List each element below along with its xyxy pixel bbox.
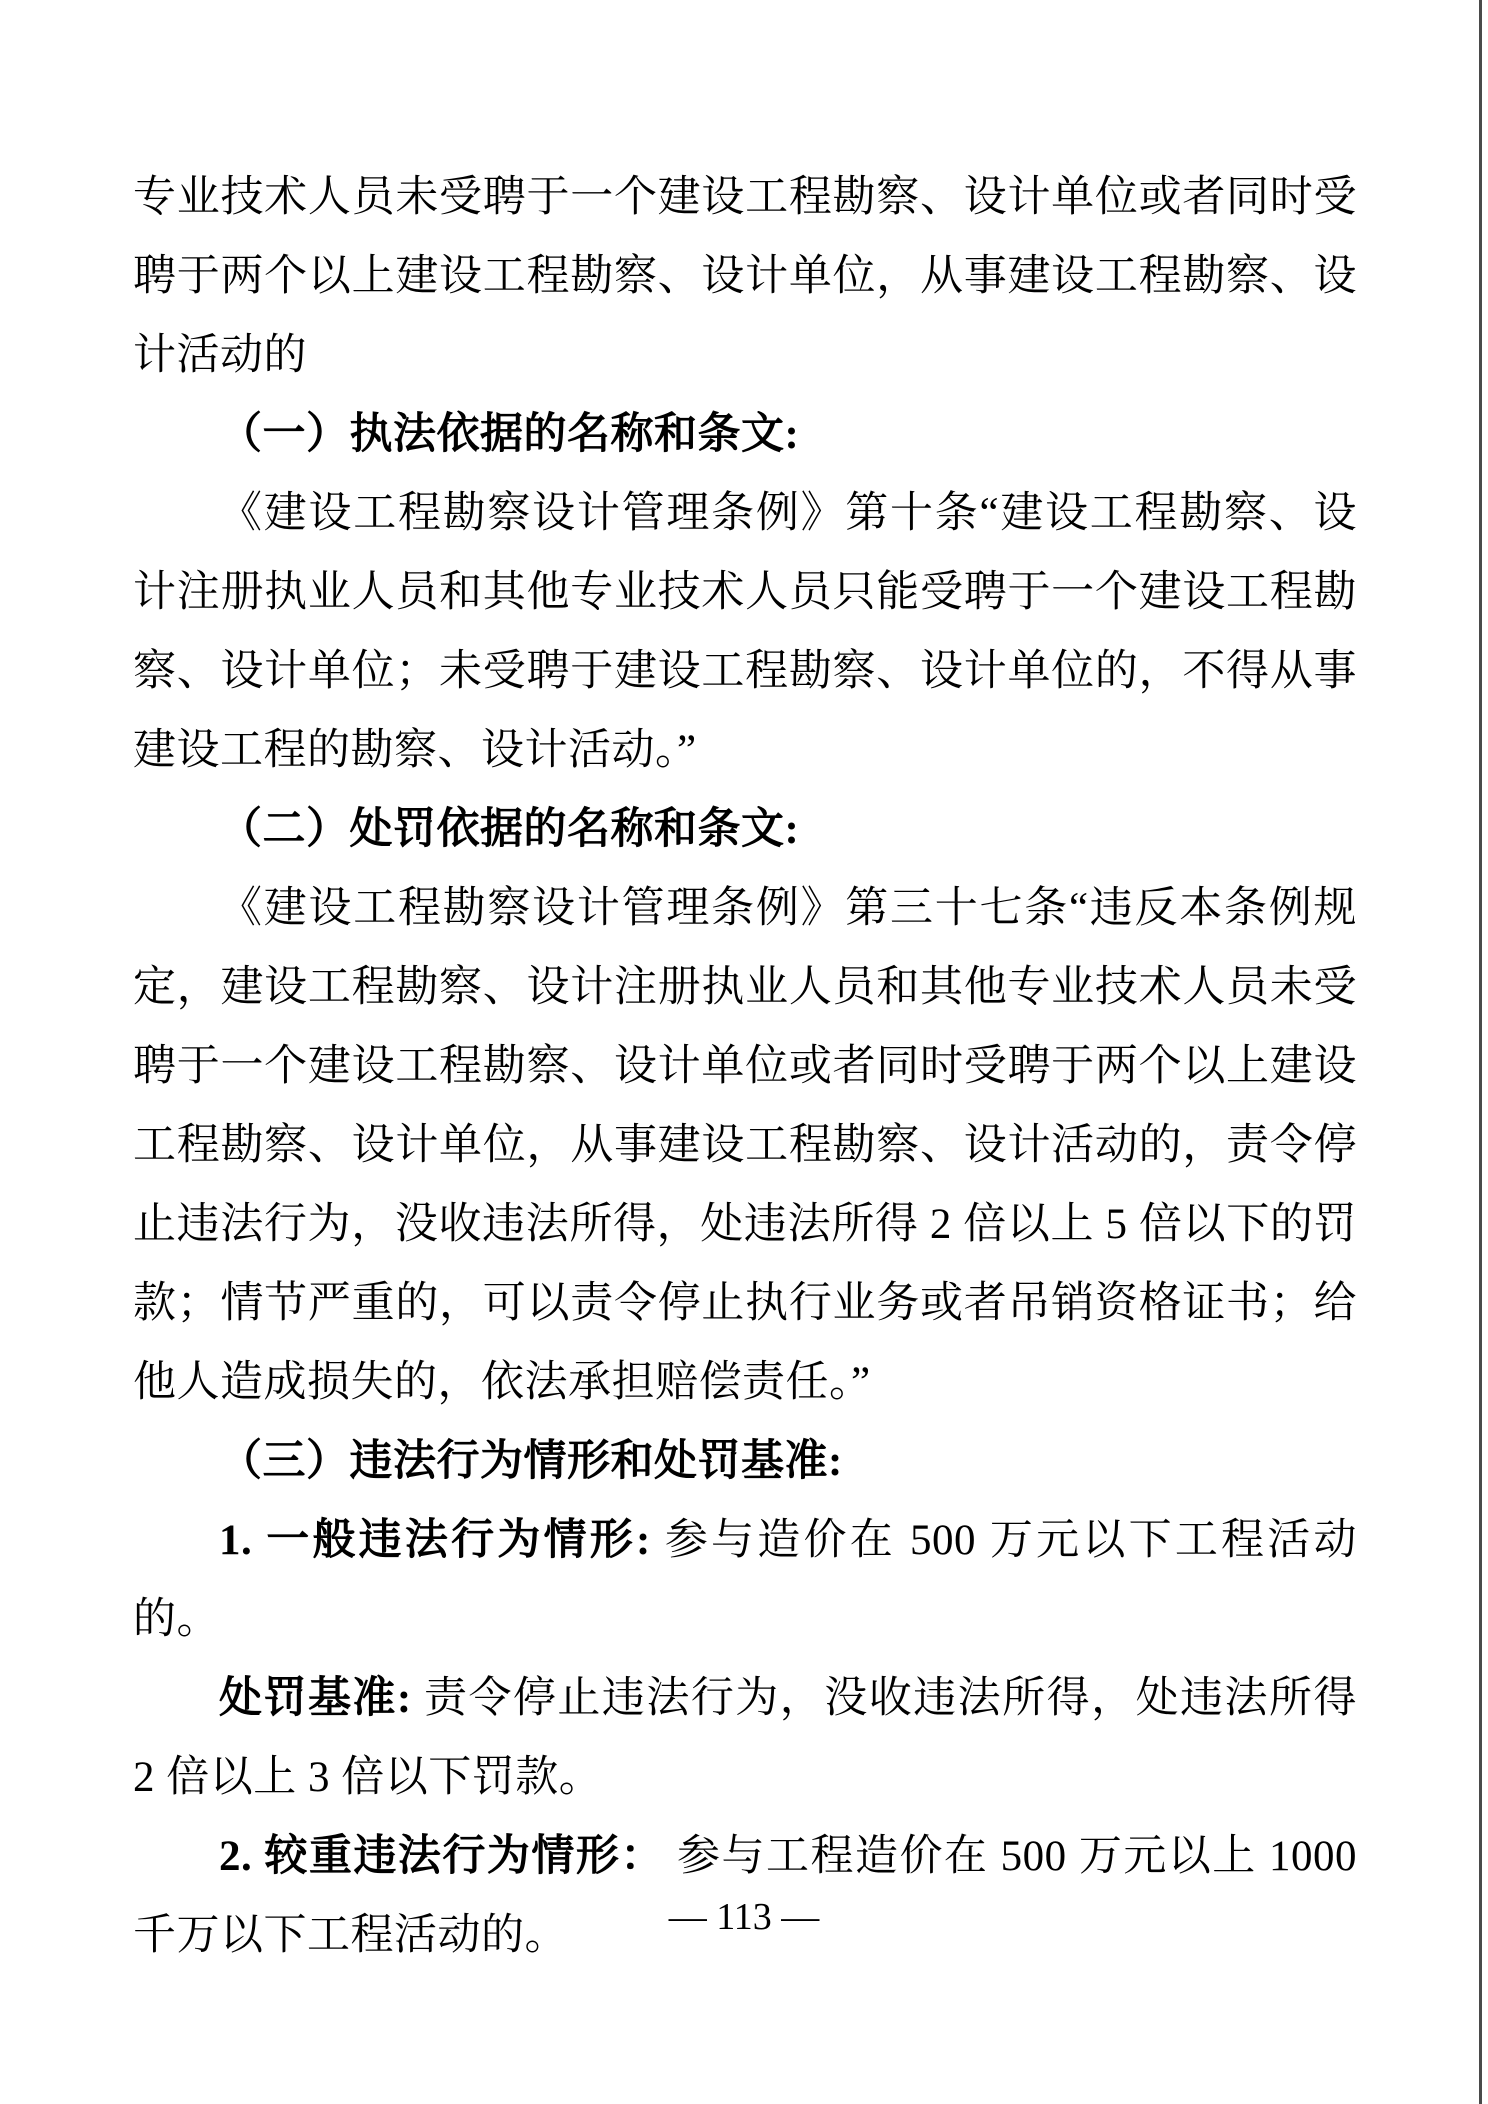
text-run: （三）违法行为情形和处罚基准: bbox=[219, 1438, 843, 1485]
paragraph bbox=[133, 869, 1357, 1422]
text-run: 参与造价在 500 万元以下工程活动的。 bbox=[133, 1517, 1357, 1643]
document-body bbox=[133, 158, 1357, 1975]
text-run: 《建设工程勘察设计管理条例》第十条“建设工程勘察、设计注册执业人员和其他专业技术人员只能受聘于一个建设工程勘察、设计单位；未受聘于建设工程勘察、设计单位的，不得从事建设工程的勘察、设计活动。” bbox=[133, 490, 1357, 774]
text-run: （一）执法依据的名称和条文: bbox=[219, 411, 800, 458]
scan-edge-line bbox=[1479, 0, 1482, 2104]
text-run: 处罚基准: bbox=[219, 1675, 412, 1722]
text-run: 参与工程造价在 500 万元以上 1000 千万以下工程活动的。 bbox=[133, 1833, 1358, 1959]
text-run: 1. 一般违法行为情形: bbox=[219, 1517, 651, 1564]
page-number: — 113 — bbox=[668, 1896, 820, 1938]
paragraph bbox=[133, 1659, 1357, 1817]
section-heading bbox=[133, 790, 1357, 869]
paragraph bbox=[133, 158, 1357, 395]
paragraph bbox=[133, 1501, 1357, 1659]
text-run: 《建设工程勘察设计管理条例》第三十七条“违反本条例规定，建设工程勘察、设计注册执业人员和其他专业技术人员未受聘于一个建设工程勘察、设计单位或者同时受聘于两个以上建设工程勘察、设计单位，从事建设工程勘察、设计活动的，责令停止违法行为，没收违法所得，处违法所得 2 倍以上 5 倍以下的罚款；情节严重的，可以责令停止执行业务或者吊销资格证书；给他人造成损失的，依法承担赔偿责任。” bbox=[133, 885, 1357, 1406]
section-heading bbox=[133, 1422, 1357, 1501]
text-run: 2. 较重违法行为情形： bbox=[219, 1833, 665, 1880]
paragraph bbox=[133, 474, 1357, 790]
text-run: 责令停止违法行为，没收违法所得，处违法所得 2 倍以上 3 倍以下罚款。 bbox=[133, 1675, 1357, 1801]
text-run: （二）处罚依据的名称和条文: bbox=[219, 806, 800, 853]
text-run: 专业技术人员未受聘于一个建设工程勘察、设计单位或者同时受聘于两个以上建设工程勘察、设计单位，从事建设工程勘察、设计活动的 bbox=[133, 174, 1357, 379]
section-heading bbox=[133, 395, 1357, 474]
